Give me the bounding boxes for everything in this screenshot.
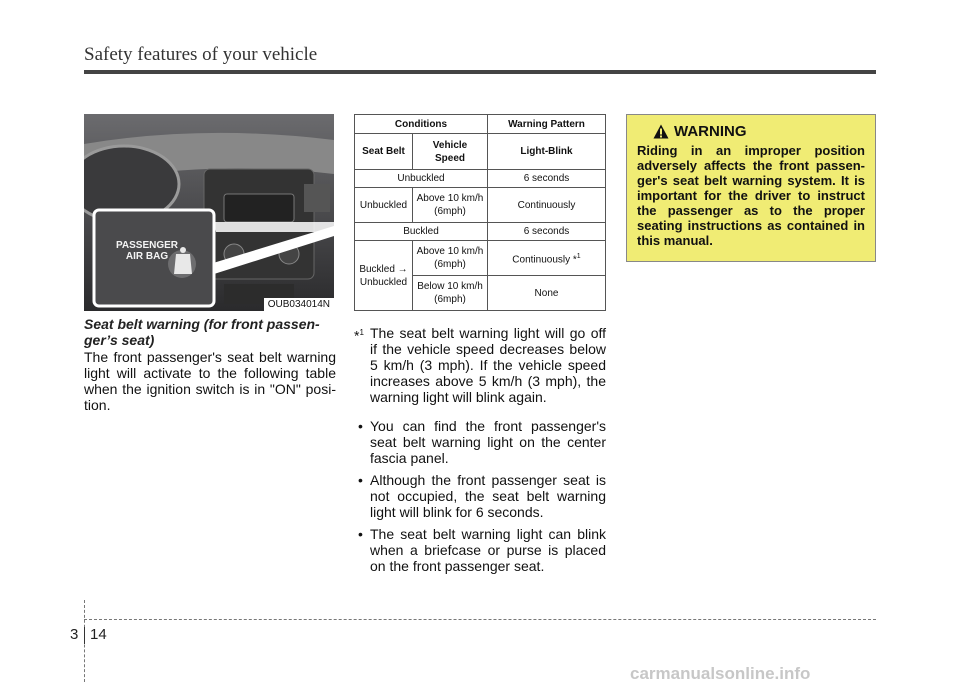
row4-belt-line2: Unbuckled <box>359 276 408 288</box>
row4a-speed <box>413 241 488 276</box>
row4a-speed-line1: Above 10 km/h <box>416 246 484 257</box>
row3-pattern: 6 seconds <box>488 223 606 241</box>
page-number: 14 <box>90 626 107 643</box>
row1-condition: Unbuckled <box>355 170 488 188</box>
footnote-mark <box>354 325 364 344</box>
bullet-item: • You can find the front passenger's seat belt warning light on the center fascia panel. <box>354 418 606 466</box>
bullet-item: • Although the front passenger seat is not occupied, the seat belt warning light will blink for 6 seconds. <box>354 472 606 520</box>
warning-box <box>626 114 876 262</box>
airbag-label-line2: AIR BAG <box>125 251 169 262</box>
row2-speed-line1: Above 10 km/h <box>416 193 484 204</box>
row1-pattern: 6 seconds <box>488 170 606 188</box>
row4a-pattern-text: Continuously * <box>512 254 577 266</box>
footer-separator <box>84 627 85 644</box>
chapter-number: 3 <box>70 626 79 643</box>
warning-title: WARNING <box>674 123 747 140</box>
body-paragraph: The front passenger's seat belt warning light will activate to the following table when the ignition switch is in "ON" posi-tion. <box>84 349 336 413</box>
warning-header <box>637 123 865 140</box>
vehicle-line2: Speed <box>434 152 465 164</box>
row2-pattern: Continuously <box>488 188 606 223</box>
row4b-speed-line2: (6mph) <box>434 294 466 305</box>
row2-speed-line2: (6mph) <box>434 206 466 217</box>
row4a-note-mark: 1 <box>576 252 581 260</box>
section-title: Safety features of your vehicle <box>84 44 318 65</box>
warning-pattern-table <box>354 114 606 311</box>
dashboard-illustration <box>84 114 334 311</box>
footnote-mark-num: 1 <box>359 328 364 337</box>
subheader-light-blink: Light-Blink <box>488 134 606 170</box>
vehicle-line1: Vehicle <box>432 139 468 151</box>
bullet-item: • The seat belt warning light can blink when a briefcase or purse is placed on the front passenger seat. <box>354 526 606 574</box>
subheading: Seat belt warning (for front passen-ger’s seat) <box>84 316 320 348</box>
footnote <box>354 325 606 405</box>
row4-belt <box>355 241 413 311</box>
header-rule <box>84 70 876 74</box>
row2-speed <box>413 188 488 223</box>
subheader-seat-belt: Seat Belt <box>355 134 413 170</box>
row4b-speed <box>413 276 488 311</box>
row4b-pattern: None <box>488 276 606 311</box>
figure-code: OUB034014N <box>264 298 334 311</box>
bullet-list <box>354 418 606 580</box>
header-warning-pattern: Warning Pattern <box>488 115 606 134</box>
warning-text: Riding in an improper position adversely affects the front passen-ger's seat belt warning system. It is important for the driver to instruct the passenger as to the proper seating instructions as contained in this manual. <box>637 143 865 248</box>
row2-belt: Unbuckled <box>355 188 413 223</box>
row4a-speed-line2: (6mph) <box>434 259 466 270</box>
row4-belt-line1: Buckled → <box>359 263 408 275</box>
footnote-text: The seat belt warning light will go off if the vehicle speed decreases below 5 km/h (3 mph). If the vehicle speed increases above 5 km/h (3 mph), the warning light will blink again. <box>370 325 606 405</box>
dashboard-photo <box>84 114 334 311</box>
row4b-speed-line1: Below 10 km/h <box>417 281 483 292</box>
watermark: carmanualsonline.info <box>630 664 811 683</box>
footnote-asterisk: * <box>354 327 360 344</box>
header-conditions: Conditions <box>355 115 488 134</box>
airbag-label-line1: PASSENGER <box>115 240 179 251</box>
airbag-label <box>104 240 190 262</box>
footer-rule <box>84 619 876 620</box>
subheader-vehicle-speed <box>413 134 488 170</box>
warning-triangle-icon <box>653 124 669 139</box>
row3-condition: Buckled <box>355 223 488 241</box>
row4a-pattern <box>488 241 606 276</box>
